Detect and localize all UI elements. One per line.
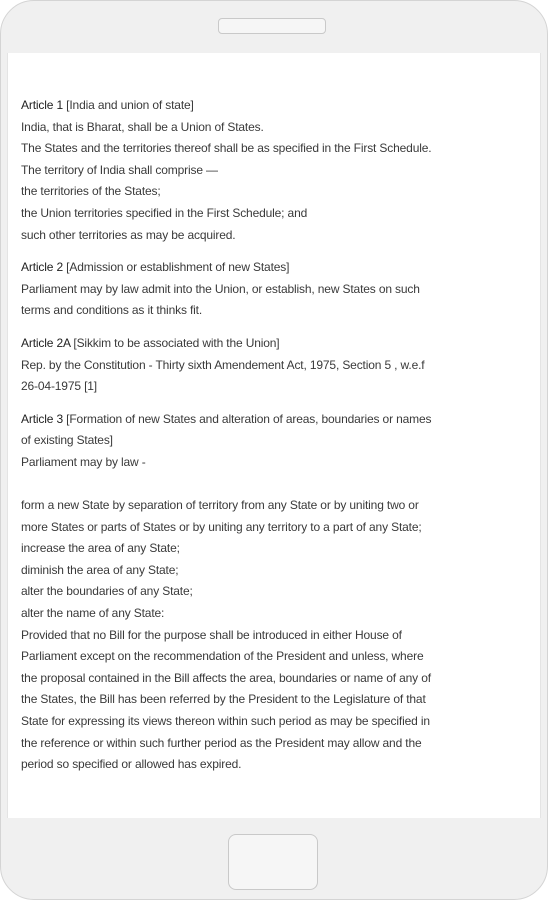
home-button[interactable] xyxy=(228,834,318,890)
article-line: Rep. by the Constitution - Thirty sixth Amendement Act, 1975, Section 5 , w.e.f xyxy=(21,357,425,372)
article-line: the States, the Bill has been referred by the President to the Legislature of that xyxy=(21,692,426,707)
article-2a xyxy=(21,333,531,398)
article-2 xyxy=(21,257,531,322)
article-3 xyxy=(21,409,531,776)
article-line: period so specified or allowed has expired. xyxy=(21,757,242,772)
article-number: Article 2A xyxy=(21,335,71,350)
article-line: form a new State by separation of territory from any State or by uniting two or xyxy=(21,498,419,513)
constitution-text xyxy=(21,95,531,776)
article-line: the reference or within such further period as the President may allow and the xyxy=(21,735,422,750)
article-line: the proposal contained in the Bill affects the area, boundaries or name of any of xyxy=(21,670,431,685)
article-line: the Union territories specified in the First Schedule; and xyxy=(21,205,308,220)
article-line: Parliament may by law admit into the Union, or establish, new States on such xyxy=(21,281,420,296)
speaker-slot xyxy=(218,18,326,34)
article-line: such other territories as may be acquired. xyxy=(21,227,236,242)
article-line: The territory of India shall comprise — xyxy=(21,162,218,177)
article-intro: Parliament may by law - xyxy=(21,454,146,469)
article-line: Parliament except on the recommendation of the President and unless, where xyxy=(21,649,424,664)
article-line: State for expressing its views thereon within such period as may be specified in xyxy=(21,714,430,729)
article-line: more States or parts of States or by uniting any territory to a part of any State; xyxy=(21,519,422,534)
article-line: alter the boundaries of any State; xyxy=(21,584,193,599)
article-title: [Sikkim to be associated with the Union] xyxy=(70,335,280,350)
article-number: Article 2 xyxy=(21,260,63,275)
article-number: Article 3 xyxy=(21,411,63,426)
article-line: alter the name of any State: xyxy=(21,606,165,621)
article-title: [Admission or establishment of new States] xyxy=(63,260,290,275)
article-line: 26-04-1975 [1] xyxy=(21,379,97,394)
article-heading xyxy=(21,409,531,431)
article-line: Provided that no Bill for the purpose shall be introduced in either House of xyxy=(21,627,402,642)
article-title: [India and union of state] xyxy=(63,98,194,112)
article-heading xyxy=(21,95,531,117)
article-heading xyxy=(21,257,531,279)
article-title: [Formation of new States and alteration of areas, boundaries or names xyxy=(63,411,432,426)
article-line: the territories of the States; xyxy=(21,184,161,199)
article-title-continued: of existing States] xyxy=(21,433,113,448)
article-line: The States and the territories thereof shall be as specified in the First Schedule. xyxy=(21,141,432,156)
screen[interactable] xyxy=(7,53,541,818)
article-line: India, that is Bharat, shall be a Union of States. xyxy=(21,119,264,134)
article-number: Article 1 xyxy=(21,98,63,112)
paragraph-gap xyxy=(21,474,531,496)
article-line: increase the area of any State; xyxy=(21,541,180,556)
article-heading xyxy=(21,333,531,355)
article-line: diminish the area of any State; xyxy=(21,562,179,577)
article-1 xyxy=(21,95,531,246)
article-line: terms and conditions as it thinks fit. xyxy=(21,303,203,318)
